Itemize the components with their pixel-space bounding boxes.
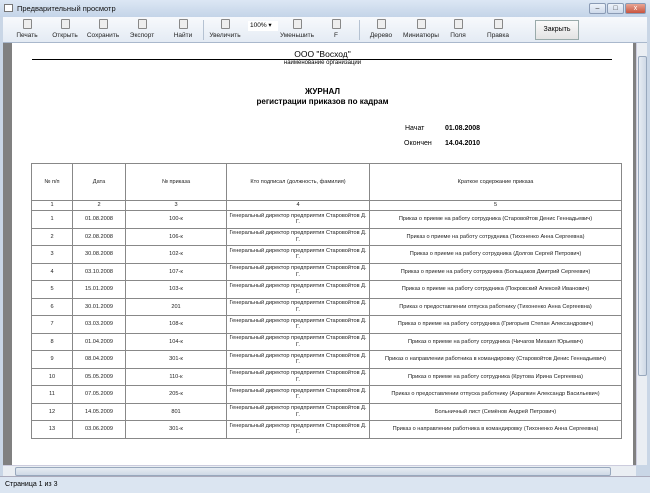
horizontal-scrollbar[interactable] [3,465,636,476]
table-cell: Генеральный директор предприятия Старовойтов Д. Г. [227,421,370,439]
table-cell: 4 [227,201,370,211]
status-bar [0,476,650,493]
table-cell: Генеральный директор предприятия Старовойтов Д. Г. [227,386,370,404]
margins-icon [454,19,463,29]
table-cell: 03.06.2009 [73,421,126,439]
table-header-row [32,164,622,201]
table-cell: 13 [32,421,73,439]
table-cell: 100-к [126,211,227,229]
table-cell: 10 [32,368,73,386]
horizontal-scroll-thumb[interactable] [15,467,611,476]
table-cell: Генеральный директор предприятия Старовойтов Д. Г. [227,281,370,299]
table-cell: 30.08.2008 [73,246,126,264]
floppy-icon [99,19,108,29]
zoom-out-button[interactable]: Уменьшить [275,19,319,39]
table-cell: Приказ о приеме на работу сотрудника (Григорьев Степан Александрович) [370,316,622,334]
table-row [32,246,622,264]
table-cell: 01.04.2009 [73,333,126,351]
table-cell: 110-к [126,368,227,386]
fit-button[interactable]: F [316,19,356,39]
zoom-in-icon [221,19,230,29]
started-label: Начат [405,125,425,132]
table-cell: 301-к [126,351,227,369]
table-cell: Приказ о направлении работника в командировку (Тихоненко Анна Сергеевна) [370,421,622,439]
table-cell: 02.08.2008 [73,228,126,246]
table-cell: Приказ о приеме на работу сотрудника (Больщаков Дмитрий Сергеевич) [370,263,622,281]
table-cell: Приказ о приеме на работу сотрудника (Чичагов Михаил Юрьевич) [370,333,622,351]
table-cell: 3 [32,246,73,264]
table-cell: 15.01.2009 [73,281,126,299]
table-row [32,333,622,351]
table-cell: 1 [32,211,73,229]
table-row [32,211,622,229]
table-row [32,386,622,404]
report-subtitle: регистрации приказов по кадрам [256,97,389,106]
table-cell: 9 [32,351,73,369]
find-button[interactable]: Найти [163,19,203,39]
table-row [32,281,622,299]
table-cell: 01.08.2008 [73,211,126,229]
table-row [32,403,622,421]
open-button[interactable]: Открыть [45,19,85,39]
maximize-button[interactable]: □ [607,3,624,14]
page-indicator: Страница 1 из 3 [5,481,58,488]
table-row [32,351,622,369]
table-row [32,316,622,334]
save-button[interactable]: Сохранить [83,19,123,39]
table-cell: Приказ о предоставлении отпуска работнику (Тихоненко Анна Сергеевна) [370,298,622,316]
toolbar [3,17,647,43]
export-icon [138,19,147,29]
edit-button[interactable]: Правка [478,19,518,39]
table-cell: 801 [126,403,227,421]
ended-date: 14.04.2010 [445,140,481,147]
table-cell: Генеральный директор предприятия Старовойтов Д. Г. [227,211,370,229]
table-row [32,368,622,386]
table-cell: 8 [32,333,73,351]
table-cell: 12 [32,403,73,421]
table-cell: 7 [32,316,73,334]
folder-icon [61,19,70,29]
table-cell: 6 [32,298,73,316]
zoom-out-icon [293,19,302,29]
table-cell: Приказ о приеме на работу сотрудника (Покровский Алексей Иванович) [370,281,622,299]
table-cell: 5 [32,281,73,299]
table-cell: Генеральный директор предприятия Старовойтов Д. Г. [227,298,370,316]
table-cell: Дата [73,164,126,201]
table-cell: 107-к [126,263,227,281]
table-cell: Кто подписал (должность, фамилия) [227,164,370,201]
close-window-button[interactable]: x [625,3,646,14]
table-cell: Генеральный директор предприятия Старовойтов Д. Г. [227,351,370,369]
org-caption: наименование организации [283,60,362,66]
margins-button[interactable]: Поля [438,19,478,39]
edit-icon [494,19,503,29]
table-row [32,298,622,316]
close-button[interactable]: Закрыть [535,20,579,40]
table-cell: 14.05.2009 [73,403,126,421]
table-cell: Генеральный директор предприятия Старовойтов Д. Г. [227,368,370,386]
table-cell: 08.04.2009 [73,351,126,369]
table-cell: 07.05.2009 [73,386,126,404]
org-name: ООО "Восход" [294,49,351,59]
table-index-row [32,201,622,211]
ended-label: Окончен [404,140,432,147]
table-cell: 201 [126,298,227,316]
report-page [12,43,633,465]
table-cell: 30.01.2009 [73,298,126,316]
table-cell: 301-к [126,421,227,439]
started-date: 01.08.2008 [445,125,481,132]
table-cell: 03.10.2008 [73,263,126,281]
window-title: Предварительный просмотр [17,4,116,13]
table-cell: 104-к [126,333,227,351]
separator [359,20,360,40]
thumbnails-icon [417,19,426,29]
table-cell: 106-к [126,228,227,246]
tree-icon [377,19,386,29]
table-cell: 03.03.2009 [73,316,126,334]
report-title: ЖУРНАЛ [304,87,340,96]
table-cell: Приказ о приеме на работу сотрудника (Тихоненко Анна Сергеевна) [370,228,622,246]
table-cell: Приказ о приеме на работу сотрудника (Старовойтов Денис Геннадьевич) [370,211,622,229]
table-cell: Приказ о предоставлении отпуска работнику (Азрапкин Александр Васильевич) [370,386,622,404]
binoculars-icon [179,19,188,29]
table-cell: 3 [126,201,227,211]
table-cell: Генеральный директор предприятия Старовойтов Д. Г. [227,263,370,281]
table-cell: Генеральный директор предприятия Старовойтов Д. Г. [227,228,370,246]
vertical-scroll-thumb[interactable] [638,56,647,376]
table-cell: 2 [73,201,126,211]
orders-table [31,163,622,439]
app-icon [4,4,13,12]
table-row [32,228,622,246]
table-cell: № п/п [32,164,73,201]
table-cell: Генеральный директор предприятия Старовойтов Д. Г. [227,403,370,421]
table-cell: 05.05.2009 [73,368,126,386]
table-cell: Больничный лист (Семёнов Андрей Петрович) [370,403,622,421]
table-cell: Генеральный директор предприятия Старовойтов Д. Г. [227,316,370,334]
export-button[interactable]: Экспорт [122,19,162,39]
table-cell: 1 [32,201,73,211]
table-cell: Приказ о приеме на работу сотрудника (Крутова Ирина Сергеевна) [370,368,622,386]
table-cell: 2 [32,228,73,246]
print-button[interactable]: Печать [7,19,47,39]
table-row [32,263,622,281]
printer-icon [23,19,32,29]
tree-button[interactable]: Дерево [361,19,401,39]
zoom-in-button[interactable]: Увеличить [203,19,247,39]
page-fit-icon [332,19,341,29]
table-cell: 5 [370,201,622,211]
vertical-scrollbar[interactable] [636,43,647,465]
table-cell: 108-к [126,316,227,334]
table-cell: № приказа [126,164,227,201]
table-cell: 205-к [126,386,227,404]
table-cell: Генеральный директор предприятия Старовойтов Д. Г. [227,333,370,351]
table-cell: 102-к [126,246,227,264]
table-cell: 103-к [126,281,227,299]
table-cell: Приказ о приеме на работу сотрудника (Долгов Сергей Петрович) [370,246,622,264]
minimize-button[interactable]: – [589,3,606,14]
title-bar [0,0,650,17]
table-row [32,421,622,439]
table-cell: Генеральный директор предприятия Старовойтов Д. Г. [227,246,370,264]
zoom-select[interactable]: 100% ▾ [248,21,278,31]
table-cell: 4 [32,263,73,281]
preview-area [3,43,636,465]
table-cell: Краткое содержание приказа [370,164,622,201]
table-cell: Приказ о направлении работника в командировку (Старовойтов Денис Геннадьевич) [370,351,622,369]
thumbnails-button[interactable]: Миниатюры [398,19,444,39]
table-cell: 11 [32,386,73,404]
